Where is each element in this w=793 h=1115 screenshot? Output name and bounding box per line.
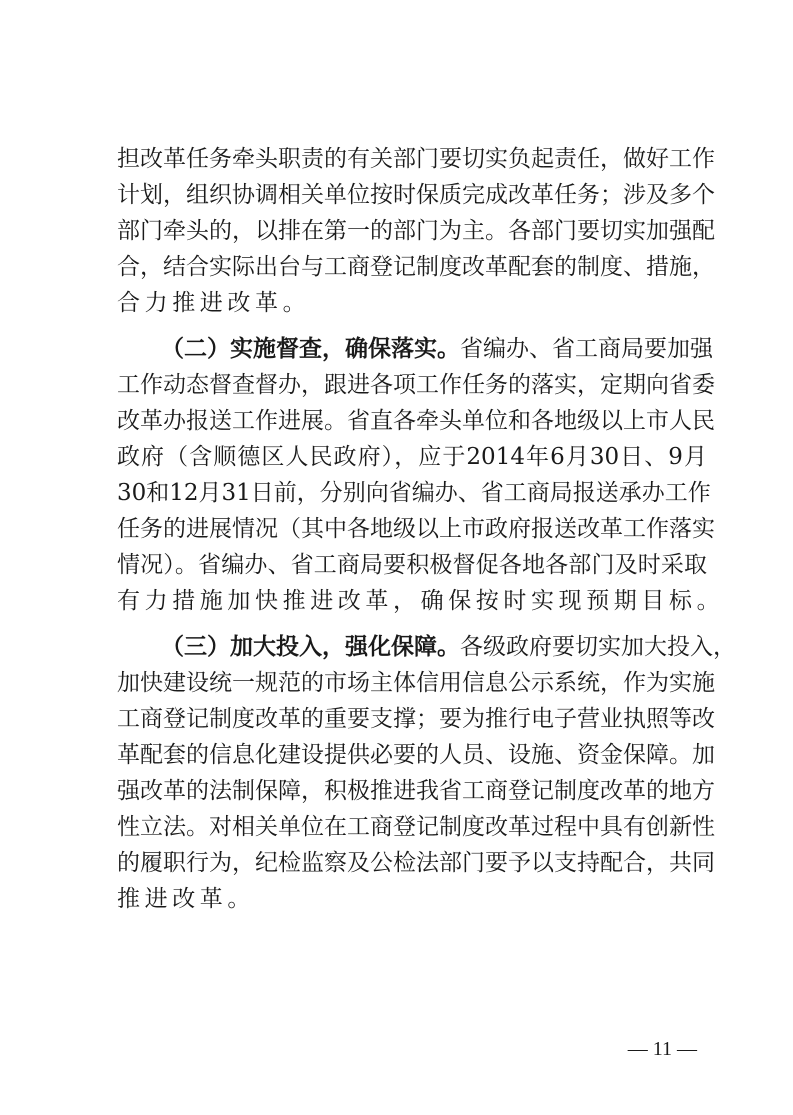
- section-heading: （二）实施督查，确保落实。: [161, 335, 460, 362]
- body-text-line: 合力推进改革。: [117, 290, 311, 316]
- body-text-line: 强改革的法制保障，积极推进我省工商登记制度改革的地方: [117, 778, 715, 804]
- section-heading: （三）加大投入，强化保障。: [161, 633, 460, 660]
- body-text-line: 30和12月31日前，分别向省编办、省工商局报送承办工作: [117, 480, 711, 506]
- body-text-line: 的履职行为，纪检监察及公检法部门要予以支持配合，共同: [117, 850, 715, 876]
- section-first-line-text: 省编办、省工商局要加强: [460, 336, 713, 362]
- page-number: — 11 —: [627, 1038, 697, 1060]
- body-text-line: 合，结合实际出台与工商登记制度改革配套的制度、措施，: [117, 254, 715, 280]
- body-text-line: 有力措施加快推进改革，确保按时实现预期目标。: [117, 588, 725, 614]
- body-text-line: 任务的进展情况（其中各地级以上市政府报送改革工作落实: [117, 516, 715, 542]
- section-first-line: [161, 631, 736, 663]
- body-text-line: 革配套的信息化建设提供必要的人员、设施、资金保障。加: [117, 742, 715, 768]
- body-text-line: 部门牵头的，以排在第一的部门为主。各部门要切实加强配: [117, 218, 715, 244]
- body-text-line: 加快建设统一规范的市场主体信用信息公示系统，作为实施: [117, 670, 715, 696]
- body-text-line: 工作动态督查督办，跟进各项工作任务的落实，定期向省委: [117, 372, 715, 398]
- body-text-line: 推进改革。: [117, 886, 255, 912]
- section-first-line: [161, 333, 713, 365]
- body-text-line: 计划，组织协调相关单位按时保质完成改革任务；涉及多个: [117, 182, 715, 208]
- body-text-line: 性立法。对相关单位在工商登记制度改革过程中具有创新性: [117, 814, 715, 840]
- body-text-line: 担改革任务牵头职责的有关部门要切实负起责任，做好工作: [117, 146, 715, 172]
- body-text-line: 情况）。省编办、省工商局要积极督促各地各部门及时采取: [117, 552, 707, 578]
- body-text-line: 工商登记制度改革的重要支撑；要为推行电子营业执照等改: [117, 706, 715, 732]
- body-text-line: 改革办报送工作进展。省直各牵头单位和各地级以上市人民: [117, 408, 715, 434]
- section-first-line-text: 各级政府要切实加大投入，: [460, 634, 736, 660]
- body-text-line: 政府（含顺德区人民政府），应于2014年6月30日、9月: [117, 444, 707, 470]
